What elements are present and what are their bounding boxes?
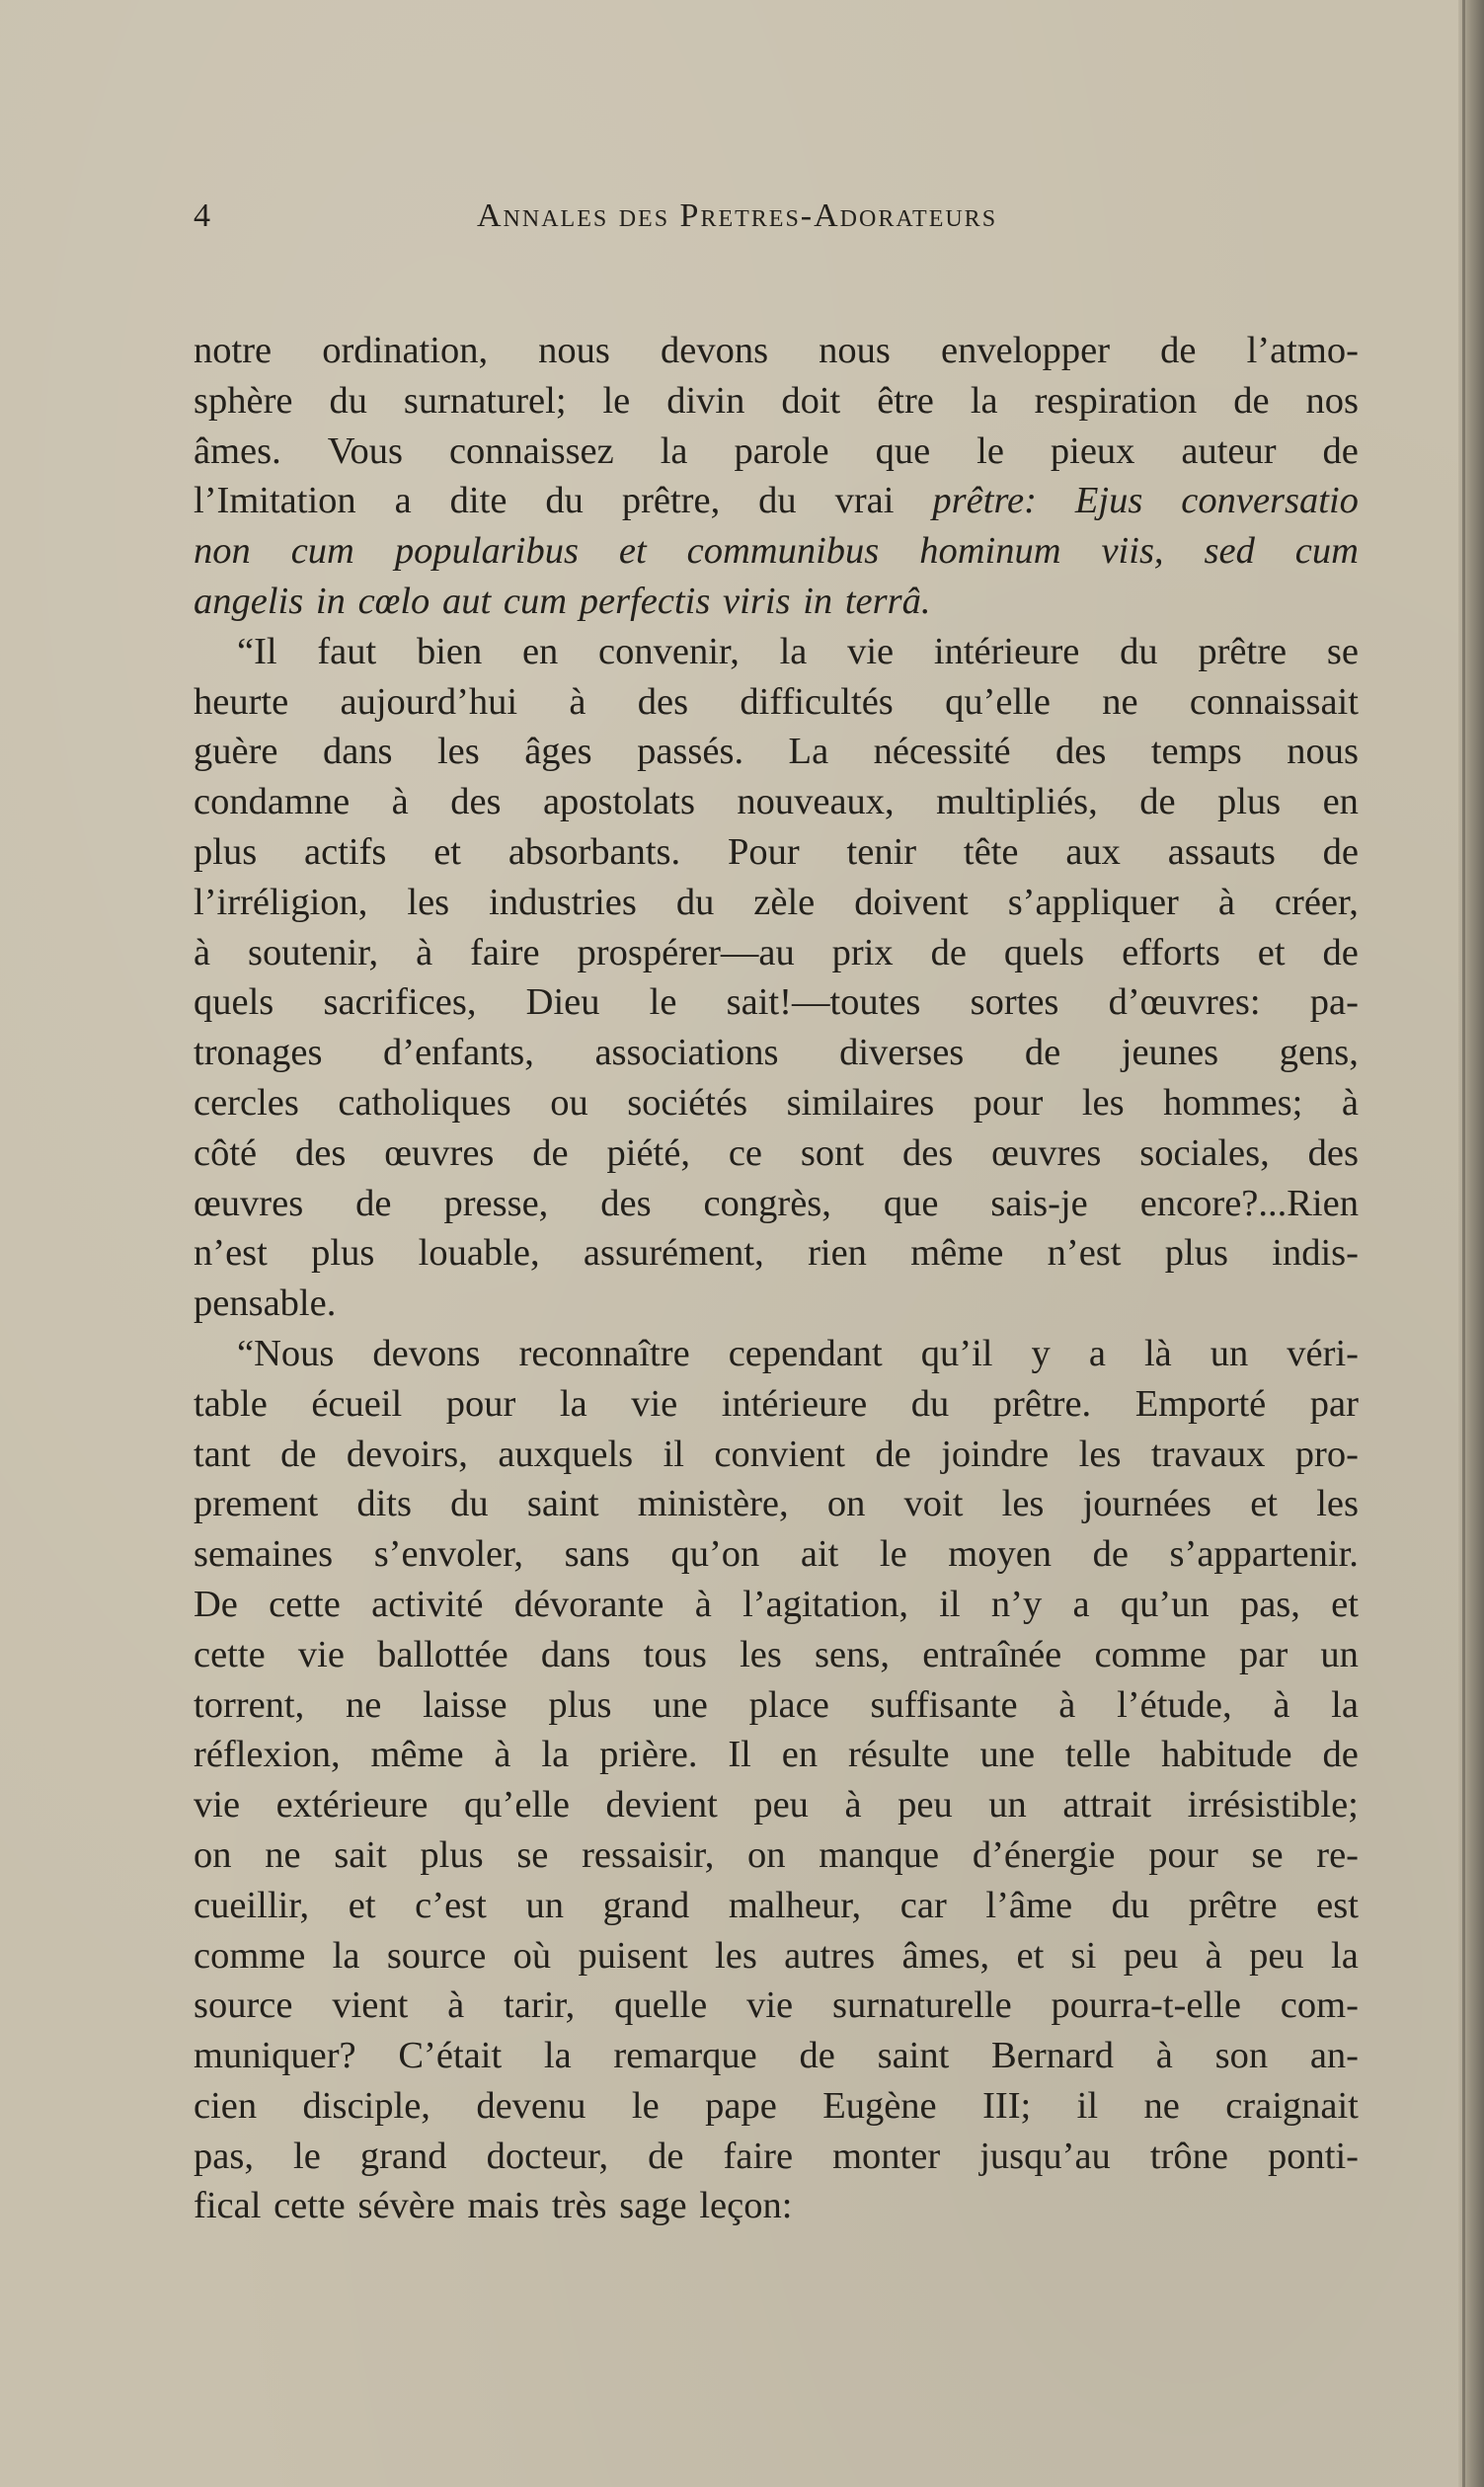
text-line: comme la source où puisent les autres âmes, et si peu à peu la: [194, 1934, 1359, 1977]
text-line: vie extérieure qu’elle devient peu à peu un attrait irrésistible;: [194, 1784, 1359, 1826]
text-line: on ne sait plus se ressaisir, on manque d’énergie pour se re-: [194, 1833, 1359, 1876]
text-line: “Il faut bien en convenir, la vie intérieure du prêtre se: [237, 630, 1359, 672]
text-line: l’Imitation a dite du prêtre, du vrai prêtre: Ejus conversatio: [194, 480, 1359, 522]
text-line: cueillir, et c’est un grand malheur, car l’âme du prêtre est: [194, 1884, 1359, 1926]
text-line: non cum popularibus et communibus hominum viis, sed cum: [194, 530, 1359, 573]
text-line: cien disciple, devenu le pape Eugène III; il ne craignait: [194, 2084, 1359, 2127]
page-edge: [1458, 0, 1484, 2487]
text-line: angelis in cœlo aut cum perfectis viris in terrâ.: [194, 580, 931, 622]
text-line: fical cette sévère mais très sage leçon:: [194, 2185, 793, 2227]
text-line: guère dans les âges passés. La nécessité des temps nous: [194, 731, 1359, 773]
text-line: tant de devoirs, auxquels il convient de joindre les travaux pro-: [194, 1433, 1359, 1475]
text-line: œuvres de presse, des congrès, que sais-je encore?...Rien: [194, 1182, 1359, 1224]
text-line: n’est plus louable, assurément, rien même n’est plus indis-: [194, 1232, 1359, 1275]
text-line: semaines s’envoler, sans qu’on ait le moyen de s’appartenir.: [194, 1533, 1359, 1576]
text-line: plus actifs et absorbants. Pour tenir tête aux assauts de: [194, 830, 1359, 873]
text-line: l’irréligion, les industries du zèle doivent s’appliquer à créer,: [194, 881, 1359, 923]
text-line: à soutenir, à faire prospérer—au prix de quels efforts et de: [194, 931, 1359, 973]
text-line: tronages d’enfants, associations diverses de jeunes gens,: [194, 1032, 1359, 1074]
text-line: réflexion, même à la prière. Il en résulte une telle habitude de: [194, 1734, 1359, 1776]
running-head: Annales des Pretres-Adorateurs: [477, 197, 998, 234]
text-line: table écueil pour la vie intérieure du prêtre. Emporté par: [194, 1382, 1359, 1425]
text-line: pas, le grand docteur, de faire monter jusqu’au trône ponti-: [194, 2135, 1359, 2177]
text-line: cercles catholiques ou sociétés similaires pour les hommes; à: [194, 1081, 1359, 1124]
text-line: torrent, ne laisse plus une place suffisante à l’étude, à la: [194, 1683, 1359, 1726]
text-line: condamne à des apostolats nouveaux, multipliés, de plus en: [194, 781, 1359, 823]
text-line: sphère du surnaturel; le divin doit être la respiration de nos: [194, 379, 1359, 422]
text-line: De cette activité dévorante à l’agitation, il n’y a qu’un pas, et: [194, 1583, 1359, 1625]
text-line: quels sacrifices, Dieu le sait!—toutes sortes d’œuvres: pa-: [194, 981, 1359, 1024]
text-line: notre ordination, nous devons nous envelopper de l’atmo-: [194, 330, 1359, 371]
text-line: cette vie ballottée dans tous les sens, entraînée comme par un: [194, 1633, 1359, 1675]
text-line: prement dits du saint ministère, on voit les journées et les: [194, 1483, 1359, 1525]
text-line: heurte aujourd’hui à des difficultés qu’elle ne connaissait: [194, 680, 1359, 723]
page-number: 4: [194, 197, 210, 234]
text-line: muniquer? C’était la remarque de saint Bernard à son an-: [194, 2035, 1359, 2077]
text-line: “Nous devons reconnaître cependant qu’il y a là un véri-: [237, 1332, 1359, 1374]
page-header: [194, 197, 1364, 241]
text-line: côté des œuvres de piété, ce sont des œuvres sociales, des: [194, 1131, 1359, 1174]
body-text: [194, 326, 1359, 2231]
text-line: pensable.: [194, 1282, 337, 1325]
text-line: source vient à tarir, quelle vie surnaturelle pourra-t-elle com-: [194, 1984, 1359, 2027]
text-line: âmes. Vous connaissez la parole que le pieux auteur de: [194, 429, 1359, 472]
